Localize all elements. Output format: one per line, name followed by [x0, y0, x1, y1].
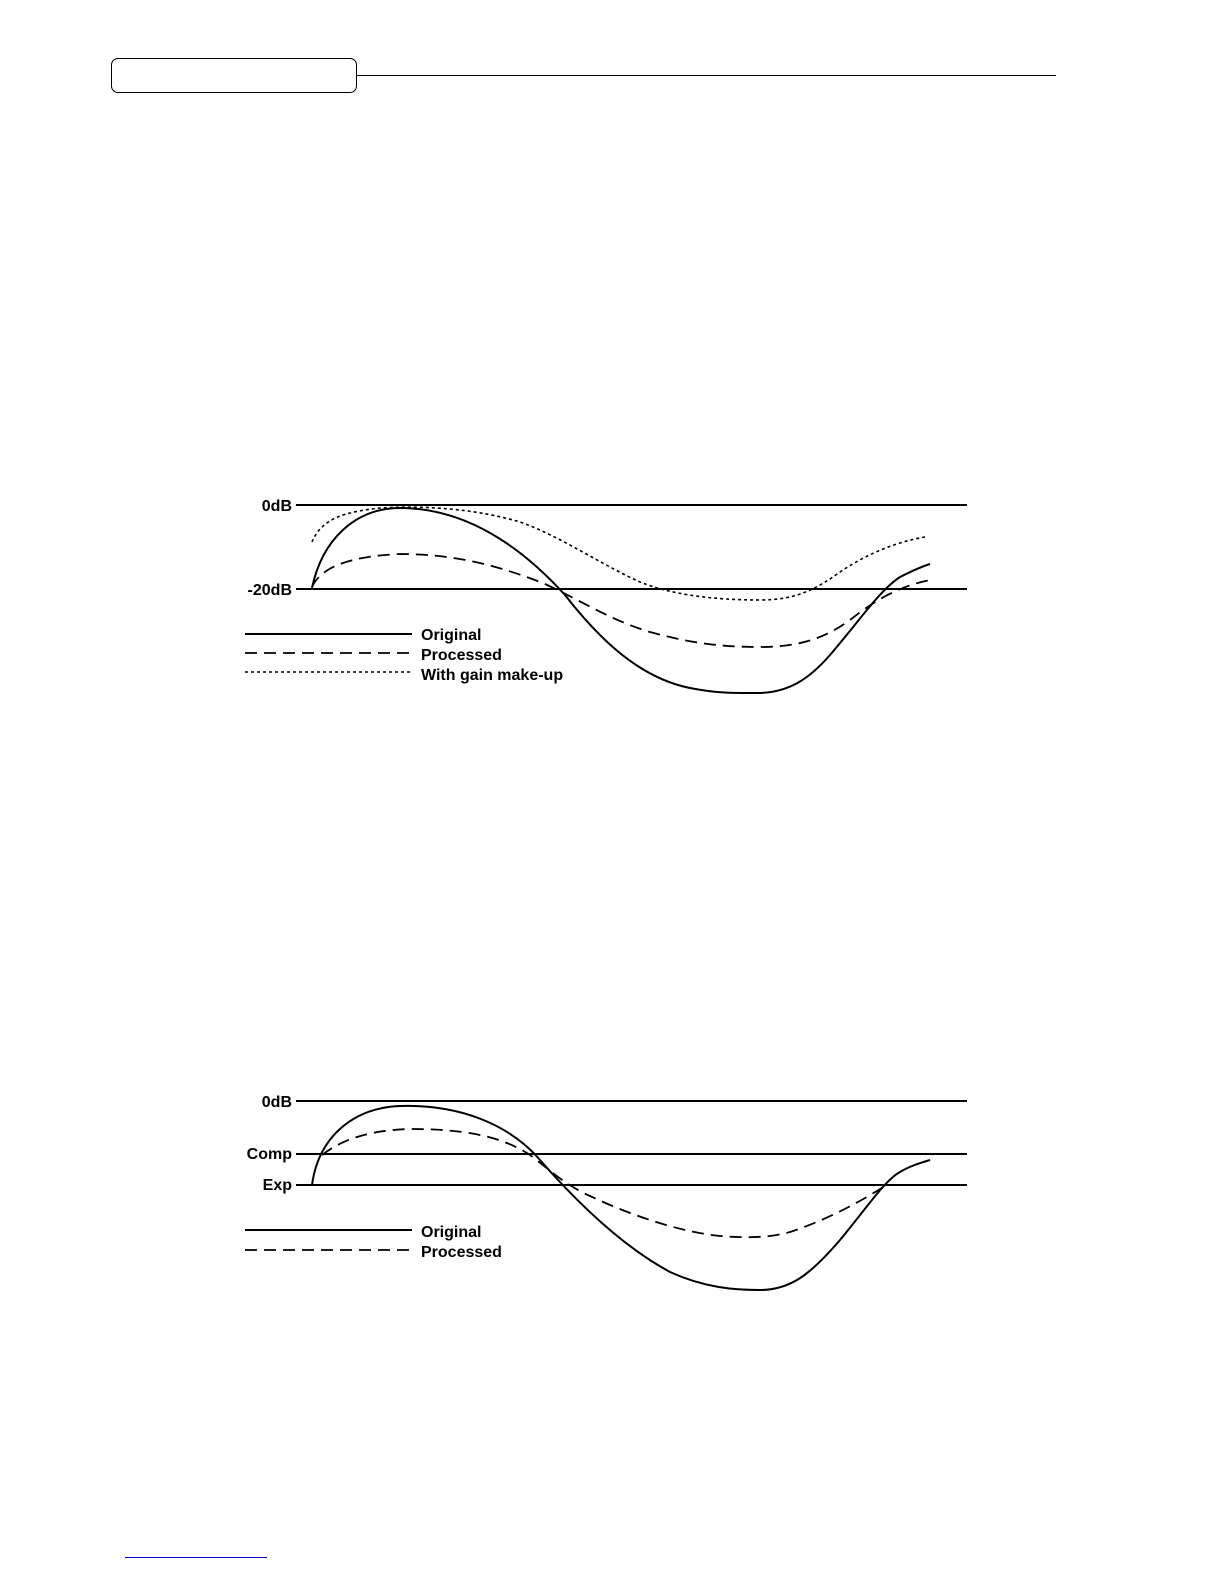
legend-label-gain-makeup: With gain make-up	[421, 667, 564, 684]
level-label-0db: 0dB	[261, 1094, 292, 1111]
level-label-0db: 0dB	[261, 498, 292, 515]
level-label-minus-20db: -20dB	[247, 582, 292, 599]
curve-original	[312, 1106, 930, 1290]
legend-label-processed: Processed	[421, 1244, 502, 1261]
footer-rule	[125, 1557, 267, 1558]
curve-processed	[322, 1129, 885, 1237]
level-label-comp: Comp	[246, 1146, 292, 1163]
legend-label-original: Original	[421, 627, 482, 644]
level-label-exp: Exp	[262, 1177, 292, 1194]
legend-label-processed: Processed	[421, 647, 502, 664]
legend-label-original: Original	[421, 1224, 482, 1241]
